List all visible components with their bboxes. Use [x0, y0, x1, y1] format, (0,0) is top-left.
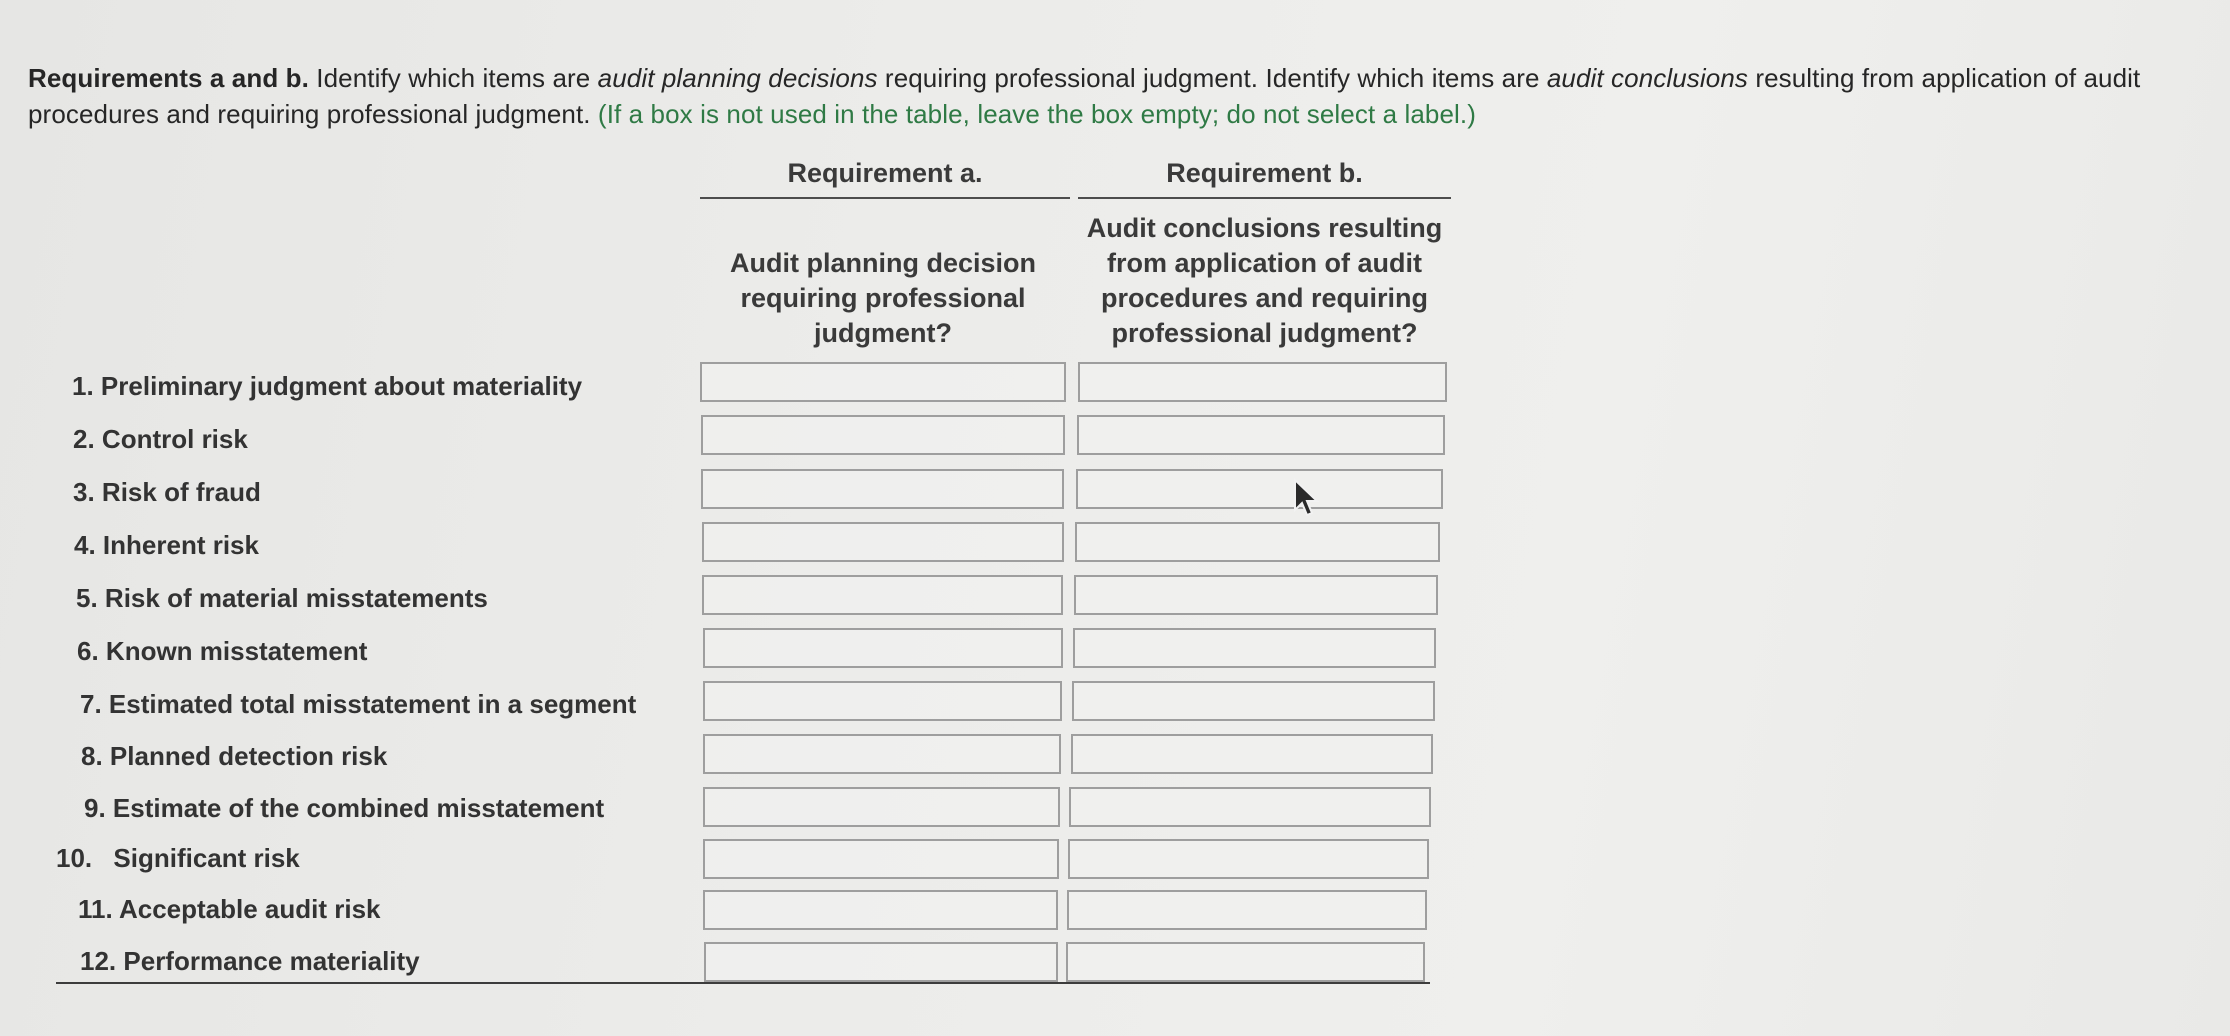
requirement-a-cell[interactable] [703, 839, 1059, 879]
row-text: Inherent risk [102, 530, 259, 560]
row-text: Planned detection risk [109, 741, 388, 771]
instructions-line-1 [28, 60, 2228, 96]
row-text: Acceptable audit risk [118, 894, 381, 924]
requirement-b-subheader-line: Audit conclusions resulting [1086, 213, 1443, 243]
requirement-a-subheader [712, 246, 1054, 351]
instructions-text-1: Identify which items are [308, 63, 598, 93]
requirement-a-cell[interactable] [704, 942, 1058, 982]
row-text: Estimate of the combined misstatement [112, 793, 605, 823]
row-number: 3. [73, 477, 95, 507]
instructions-emphasis-1: audit planning decisions [597, 63, 878, 93]
row-label [56, 843, 300, 874]
row-label [80, 689, 636, 720]
requirement-b-subheader-line: from application of audit [1107, 248, 1422, 278]
row-label [73, 477, 261, 508]
instructions-emphasis-2: audit conclusions [1546, 63, 1748, 93]
row-label [81, 741, 387, 772]
requirement-b-cell[interactable] [1078, 362, 1447, 402]
requirement-b-cell[interactable] [1075, 522, 1440, 562]
row-label [72, 371, 582, 402]
requirement-b-cell[interactable] [1067, 890, 1427, 930]
row-text: Performance materiality [123, 946, 420, 976]
requirement-a-cell[interactable] [703, 787, 1060, 827]
requirement-a-cell[interactable] [702, 575, 1063, 615]
row-text: Estimated total misstatement in a segment [108, 689, 637, 719]
requirement-a-cell[interactable] [703, 890, 1058, 930]
requirement-b-header: Requirement b. [1166, 158, 1363, 188]
requirement-b-cell[interactable] [1073, 628, 1436, 668]
row-number: 1. [72, 371, 94, 401]
instructions-line-2 [28, 96, 2228, 132]
requirement-a-cell[interactable] [703, 628, 1063, 668]
row-number: 11. [78, 894, 113, 924]
requirement-b-cell[interactable] [1068, 839, 1429, 879]
row-number: 10. [56, 843, 93, 873]
row-text: Preliminary judgment about materiality [100, 371, 583, 401]
row-number: 9. [84, 793, 106, 823]
requirement-b-cell[interactable] [1072, 681, 1435, 721]
requirement-b-subheader-line: procedures and requiring [1100, 283, 1429, 313]
requirement-a-cell[interactable] [703, 681, 1062, 721]
requirement-b-subheader-line: professional judgment? [1111, 318, 1418, 348]
instructions-lead: Requirements a and b. [28, 63, 309, 93]
instructions-text-4: procedures and requiring professional judgment. [28, 99, 591, 129]
mouse-pointer-icon [1293, 478, 1321, 518]
table-bottom-rule [56, 982, 1430, 984]
row-number: 2. [73, 424, 95, 454]
requirement-b-cell[interactable] [1066, 942, 1425, 982]
row-text: Known misstatement [105, 636, 368, 666]
instructions [28, 60, 2228, 132]
requirement-b-cell[interactable] [1069, 787, 1431, 827]
requirement-b-cell[interactable] [1074, 575, 1438, 615]
row-label [73, 424, 248, 455]
requirement-a-header: Requirement a. [787, 158, 983, 188]
row-number: 7. [80, 689, 102, 719]
instructions-text-3: resulting from application of audit [1748, 63, 2141, 93]
requirement-a-cell[interactable] [702, 522, 1064, 562]
row-number: 5. [76, 583, 98, 613]
requirement-b-subheader [1078, 211, 1451, 351]
instructions-text-2: requiring professional judgment. Identify which items are [877, 63, 1547, 93]
row-text: Risk of fraud [101, 477, 261, 507]
requirement-b-cell[interactable] [1076, 469, 1443, 509]
requirement-b-cell[interactable] [1077, 415, 1445, 455]
requirement-a-cell[interactable] [703, 734, 1061, 774]
row-number: 8. [81, 741, 103, 771]
requirement-b-cell[interactable] [1071, 734, 1433, 774]
row-label [74, 530, 259, 561]
row-number: 12. [80, 946, 117, 976]
row-label [77, 636, 367, 667]
row-label [84, 793, 604, 824]
requirement-a-cell[interactable] [701, 469, 1064, 509]
row-text: Risk of material misstatements [104, 583, 488, 613]
requirement-a-subheader-line: Audit planning decision [730, 248, 1036, 278]
instructions-note: (If a box is not used in the table, leave the box empty; do not select a label.) [590, 99, 1477, 129]
requirement-a-cell[interactable] [701, 415, 1065, 455]
row-number: 4. [74, 530, 96, 560]
requirement-a-subheader-line: requiring professional [740, 283, 1026, 313]
row-text: Control risk [101, 424, 248, 454]
requirement-a-cell[interactable] [700, 362, 1066, 402]
requirement-a-subheader-line: judgment? [814, 318, 952, 348]
row-text: Significant risk [113, 843, 300, 873]
row-number: 6. [77, 636, 99, 666]
requirement-b-rule [1078, 197, 1451, 199]
requirement-a-rule [700, 197, 1070, 199]
row-label [80, 946, 420, 977]
row-label [76, 583, 488, 614]
row-label [78, 894, 381, 925]
